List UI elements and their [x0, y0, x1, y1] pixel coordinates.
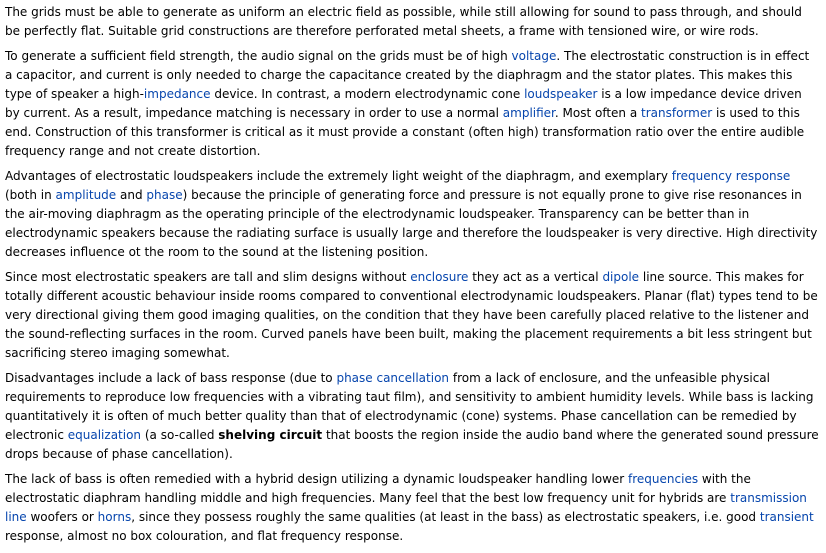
paragraph-text: from a lack of enclosure, and the unfeasible physical requirements to reproduce low frequencies with a vibrating taut film), and sensitivity to ambient humidity levels. While bass is lacking quantitatively it is often of much better quality than that of electrodynamic (cone) systems. Phase cancellation can be remedied by electronic — [5, 371, 814, 442]
link-voltage[interactable]: voltage — [511, 49, 557, 63]
paragraph-text: is used to this end. Construction of this transformer is critical as it must provide a constant (often high) transformation ratio over the entire audible frequency range and not create distortion. — [5, 106, 805, 158]
bold-term-shelving-circuit: shelving circuit — [218, 428, 323, 442]
paragraph-text: Since most electrostatic speakers are tall and slim designs without — [5, 270, 411, 284]
paragraph-text: The grids must be able to generate as uniform an electric field as possible, while still allowing for sound to pass through, and should be perfectly flat. Suitable grid constructions are therefore perforated metal sheets, a frame with tensioned wire, or wire rods. — [5, 5, 802, 38]
link-dipole[interactable]: dipole — [602, 270, 640, 284]
paragraph-text: Advantages of electrostatic loudspeakers include the extremely light weight of the diaphragm, and exemplary — [5, 169, 672, 183]
paragraph-grid-requirements — [5, 3, 820, 41]
link-transmission-line[interactable]: transmission line — [5, 491, 807, 524]
paragraph-hybrid — [5, 470, 820, 546]
paragraph-advantages — [5, 167, 820, 262]
link-equalization[interactable]: equalization — [67, 428, 142, 442]
link-frequency-response[interactable]: frequency response — [671, 169, 791, 183]
link-enclosure[interactable]: enclosure — [410, 270, 469, 284]
paragraph-text: The lack of bass is often remedied with a hybrid design utilizing a dynamic loudspeaker handling lower — [5, 472, 629, 486]
link-loudspeaker[interactable]: loudspeaker — [524, 87, 598, 101]
paragraph-text: To generate a sufficient field strength, the audio signal on the grids must be of high — [5, 49, 512, 63]
paragraph-text: (a so-called — [141, 428, 219, 442]
paragraph-disadvantages — [5, 369, 820, 464]
paragraph-text: and — [116, 188, 147, 202]
paragraph-text: ) because the principle of generating force and pressure is not equally prone to give rise resonances in the air-moving diaphragm as the operating principle of the electrodynamic loudspeaker. Transparency can be better than in electrodynamic speakers because the radiating surface is usually large and therefore the loudspeaker is very directive. High directivity decreases influence ot the room to the sound at the listening position. — [5, 188, 818, 259]
article-body — [5, 3, 820, 552]
link-frequencies[interactable]: frequencies — [628, 472, 699, 486]
paragraph-text: line source. This makes for totally different acoustic behaviour inside rooms compared to conventional electrodynamic loudspeakers. Planar (flat) types tend to be very directional giving them good imaging qualities, on the condition that they have been carefully placed relative to the listener and the sound-reflecting surfaces in the room. Curved panels have been built, making the placement requirements a bit less stringent but sacrificing stereo imaging somewhat. — [5, 270, 818, 360]
link-amplitude[interactable]: amplitude — [55, 188, 117, 202]
link-transient[interactable]: transient — [759, 510, 814, 524]
paragraph-dipole — [5, 268, 820, 363]
paragraph-text: device. In contrast, a modern electrodynamic cone — [210, 87, 525, 101]
paragraph-text: is a low impedance device driven by current. As a result, impedance matching is necessary in order to use a normal — [5, 87, 802, 120]
link-impedance[interactable]: impedance — [143, 87, 211, 101]
paragraph-text: . Most often a — [554, 106, 642, 120]
link-transformer[interactable]: transformer — [641, 106, 713, 120]
paragraph-text: Disadvantages include a lack of bass response (due to — [5, 371, 337, 385]
paragraph-text: woofers or — [26, 510, 98, 524]
paragraph-text: , since they possess roughly the same qualities (at least in the bass) as electrostatic speakers, i.e. good — [131, 510, 760, 524]
link-horns[interactable]: horns — [97, 510, 132, 524]
link-phase[interactable]: phase — [146, 188, 183, 202]
paragraph-text: they act as a vertical — [468, 270, 603, 284]
paragraph-text: (both in — [5, 188, 56, 202]
paragraph-field-strength — [5, 47, 820, 161]
paragraph-text: response, almost no box colouration, and flat frequency response. — [5, 529, 404, 543]
paragraph-text: . The electrostatic construction is in effect a capacitor, and current is only needed to charge the capacitance created by the diaphragm and the stator plates. This makes this type of speaker a high- — [5, 49, 810, 101]
link-amplifier[interactable]: amplifier — [502, 106, 555, 120]
paragraph-text: with the electrostatic diaphram handling middle and high frequencies. Many feel that the best low frequency unit for hybrids are — [5, 472, 751, 505]
link-phase-cancellation[interactable]: phase cancellation — [336, 371, 450, 385]
paragraph-text: that boosts the region inside the audio band where the generated sound pressure drops because of phase cancellation). — [5, 428, 819, 461]
